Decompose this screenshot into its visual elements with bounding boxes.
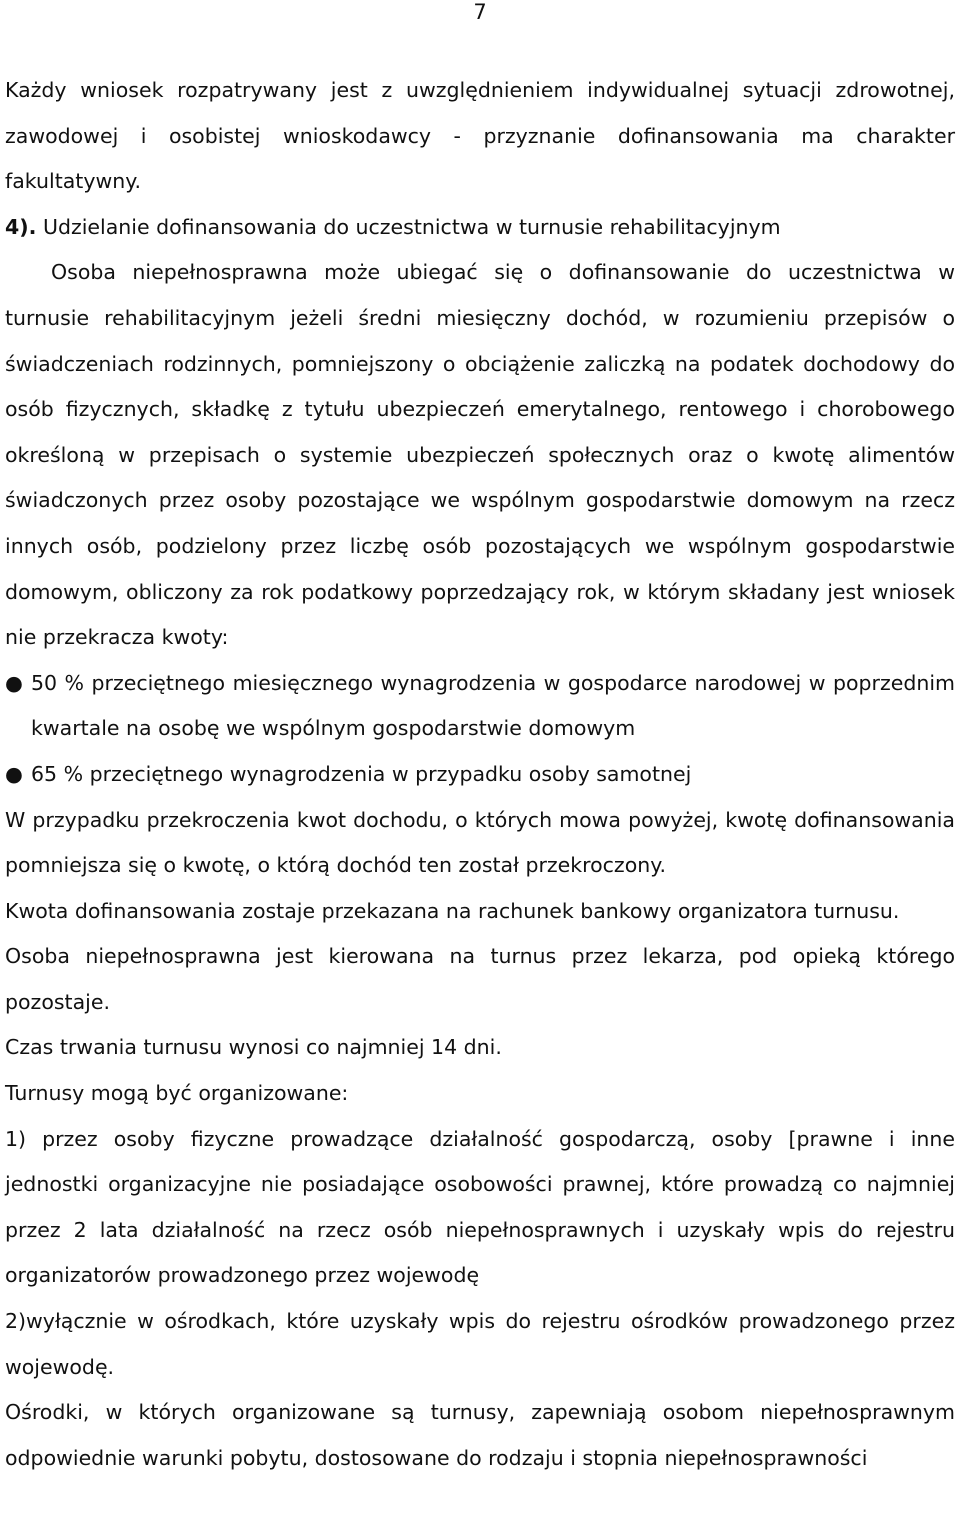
bullet-icon: ●	[5, 761, 23, 786]
section-number: 4).	[5, 214, 37, 239]
page-number: 7	[473, 0, 487, 24]
section-heading	[5, 205, 955, 251]
paragraph-transfer: Kwota dofinansowania zostaje przekazana na rachunek bankowy organizatora turnusu.	[5, 898, 900, 923]
paragraph-individual-situation: Każdy wniosek rozpatrywany jest z uwzględnieniem indywidualnej sytuacji zdrowotnej, zawodowej i osobistej wnioskodawcy - przyznanie dofinansowania ma charakter fakultatywny.	[5, 78, 955, 194]
list-item	[5, 752, 955, 798]
document-body	[5, 68, 955, 1481]
paragraph-duration: Czas trwania turnusu wynosi co najmniej 14 dni.	[5, 1035, 502, 1060]
paragraph-organizers-intro: Turnusy mogą być organizowane:	[5, 1081, 349, 1106]
paragraph-referral: Osoba niepełnosprawna jest kierowana na turnus przez lekarza, pod opieką którego pozostaje.	[5, 944, 955, 1014]
list-item	[5, 661, 955, 752]
paragraph-organizers-2: 2)wyłącznie w ośrodkach, które uzyskały wpis do rejestru ośrodków prowadzonego przez wojewodę.	[5, 1309, 955, 1379]
bullet-text-50-percent: 50 % przeciętnego miesięcznego wynagrodzenia w gospodarce narodowej w poprzednim kwartale na osobę we wspólnym gospodarstwie domowym	[31, 670, 955, 741]
paragraph-organizers-1: 1) przez osoby fizyczne prowadzące działalność gospodarczą, osoby [prawne i inne jednostki organizacyjne nie posiadające osobowości prawnej, które prowadzą co najmniej przez 2 lata działalność na rzecz osób niepełnosprawnych i uzyskały wpis do rejestru organizatorów prowadzonego przez wojewodę	[5, 1126, 955, 1288]
bullet-text-65-percent: 65 % przeciętnego wynagrodzenia w przypadku osoby samotnej	[31, 761, 692, 786]
paragraph-income-exceeded: W przypadku przekroczenia kwot dochodu, o których mowa powyżej, kwotę dofinansowania pomniejsza się o kwotę, o którą dochód ten został przekroczony.	[5, 807, 955, 878]
paragraph-eligibility: Osoba niepełnosprawna może ubiegać się o dofinansowanie do uczestnictwa w turnusie rehabilitacyjnym jeżeli średni miesięczny dochód, w rozumieniu przepisów o świadczeniach rodzinnych, pomniejszony o obciążenie zaliczką na podatek dochodowy do osób fizycznych, składkę z tytułu ubezpieczeń emerytalnego, rentowego i chorobowego określoną w przepisach o systemie ubezpieczeń społecznych oraz o kwotę alimentów świadczonych przez osoby pozostające we wspólnym gospodarstwie domowym na rzecz innych osób, podzielony przez liczbę osób pozostających we wspólnym gospodarstwie domowym, obliczony za rok podatkowy poprzedzający rok, w którym składany jest wniosek nie przekracza kwoty:	[5, 260, 955, 650]
paragraph-centers: Ośrodki, w których organizowane są turnusy, zapewniają osobom niepełnosprawnym odpowiednie warunki pobytu, dostosowane do rodzaju i stopnia niepełnosprawności	[5, 1400, 955, 1470]
bullet-icon: ●	[5, 670, 23, 695]
section-title: Udzielanie dofinansowania do uczestnictwa w turnusie rehabilitacyjnym	[36, 214, 781, 239]
